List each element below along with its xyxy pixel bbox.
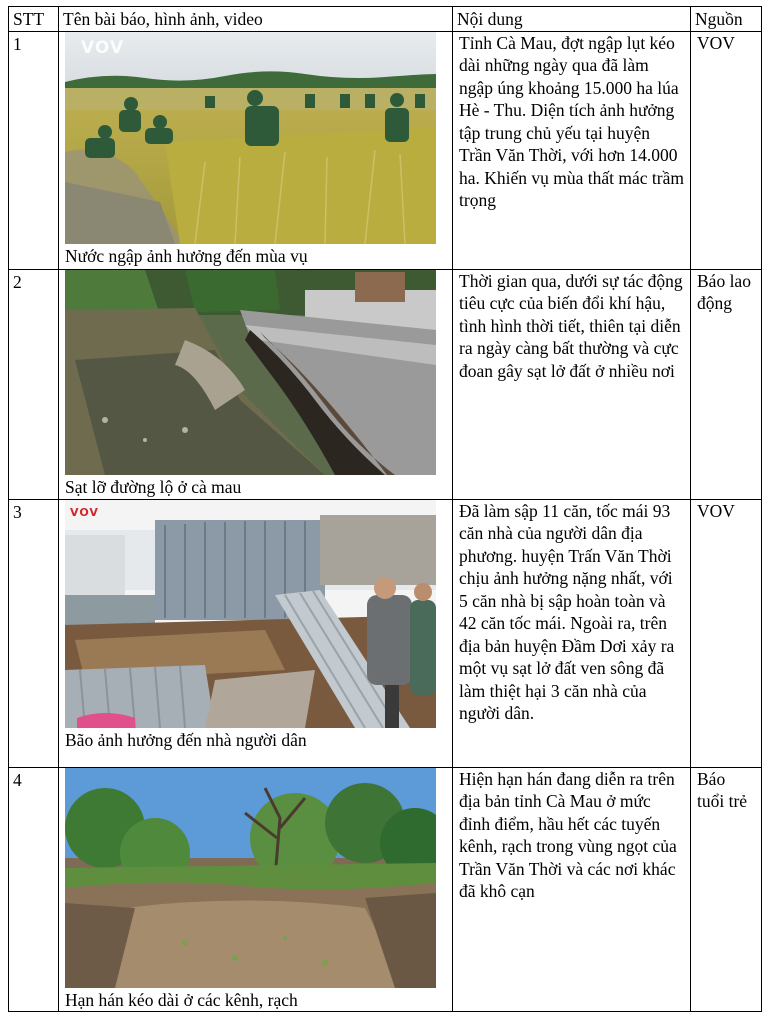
news-table [8, 6, 762, 1012]
media-cell [59, 31, 453, 269]
table-row [9, 499, 762, 767]
media-cell [59, 767, 453, 1012]
row-number: 1 [9, 31, 59, 269]
dry-canal-image [65, 768, 436, 988]
source-text: VOV [691, 499, 762, 767]
header-source: Nguồn [691, 7, 762, 32]
vov-watermark-logo: VOV [70, 505, 99, 519]
table-row [9, 767, 762, 1012]
media-cell [59, 499, 453, 767]
flooded-rice-field-image [65, 32, 436, 244]
content-text: Hiện hạn hán đang diễn ra trên địa bản tỉnh Cà Mau ở mức đỉnh điểm, hầu hết các tuyến kênh, rạch trong vùng ngọt của Trần Văn Thời và các nơi khác đã khô cạn [453, 767, 691, 1012]
header-stt: STT [9, 7, 59, 32]
eroded-road-image [65, 270, 436, 475]
row-number: 4 [9, 767, 59, 1012]
source-text: Báo lao động [691, 269, 762, 499]
media-cell [59, 269, 453, 499]
vov-watermark-logo: VOV [81, 37, 125, 58]
image-caption: Bão ảnh hưởng đến nhà người dân [65, 729, 307, 750]
row-number: 2 [9, 269, 59, 499]
content-text: Tỉnh Cà Mau, đợt ngập lụt kéo dài những ngày qua đã làm ngập úng khoảng 15.000 ha lúa Hè - Thu. Diện tích ảnh hưởng tập trung chủ yếu tại huyện Trần Văn Thời, với hơn 14.000 ha. Khiến vụ mùa thất mác trầm trọng [453, 31, 691, 269]
source-text: Báo tuổi trẻ [691, 767, 762, 1012]
row-number: 3 [9, 499, 59, 767]
table-row [9, 269, 762, 499]
image-caption: Nước ngập ảnh hưởng đến mùa vụ [65, 245, 308, 266]
content-text: Đã làm sập 11 căn, tốc mái 93 căn nhà của người dân địa phương. huyện Trấn Văn Thời chịu ảnh hưởng nặng nhất, với 5 căn nhà bị sập hoàn toàn và 42 căn tốc mái. Ngoài ra, trên địa bản huyện Đầm Dơi xảy ra một vụ sạt lở đất ven sông đã làm thiệt hại 3 căn nhà của người dân. [453, 499, 691, 767]
content-text: Thời gian qua, dưới sự tác động tiêu cực của biến đổi khí hậu, tình hình thời tiết, thiên tại diễn ra ngày càng bất thường và cực đoan gây sạt lở đất ở nhiều nơi [453, 269, 691, 499]
table-row [9, 31, 762, 269]
header-title: Tên bài báo, hình ảnh, video [59, 7, 453, 32]
storm-damaged-house-image [65, 500, 436, 728]
image-caption: Hạn hán kéo dài ở các kênh, rạch [65, 989, 298, 1010]
header-row [9, 7, 762, 32]
source-text: VOV [691, 31, 762, 269]
header-content: Nội dung [453, 7, 691, 32]
image-caption: Sạt lỡ đường lộ ở cà mau [65, 476, 242, 497]
